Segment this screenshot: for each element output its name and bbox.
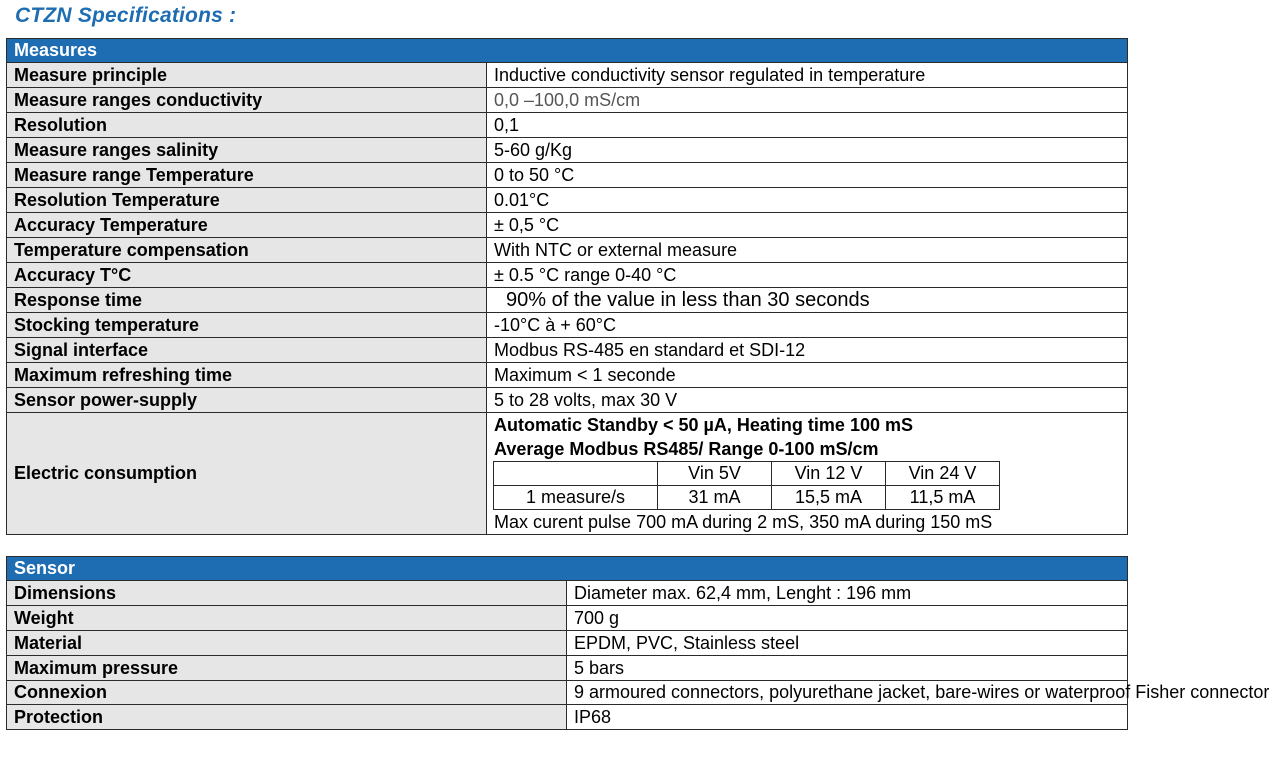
spec-value: Maximum < 1 seconde bbox=[487, 363, 1128, 388]
electric-pulse-line: Max curent pulse 700 mA during 2 mS, 350 mA during 150 mS bbox=[494, 512, 993, 532]
spec-row-temperature-resolution bbox=[7, 188, 1128, 213]
spec-value: Modbus RS-485 en standard et SDI-12 bbox=[487, 338, 1128, 363]
consumption-cell: 1 measure/s bbox=[494, 486, 658, 510]
consumption-header-row bbox=[494, 462, 1000, 486]
spec-row-weight bbox=[7, 606, 1128, 631]
spec-label: Measure principle bbox=[7, 63, 487, 88]
spec-row-dimensions bbox=[7, 581, 1128, 606]
spec-value: Diameter max. 62,4 mm, Lenght : 196 mm bbox=[567, 581, 1128, 606]
spec-row-refreshing-time bbox=[7, 363, 1128, 388]
spec-label: Accuracy T°C bbox=[7, 263, 487, 288]
spec-value: 90% of the value in less than 30 seconds bbox=[506, 288, 870, 311]
spec-row-electric-consumption bbox=[7, 413, 1128, 535]
electric-consumption-value bbox=[487, 413, 1128, 535]
measures-table bbox=[6, 38, 1128, 535]
consumption-cell: 31 mA bbox=[658, 486, 772, 510]
spec-label: Resolution bbox=[7, 113, 487, 138]
consumption-data-row bbox=[494, 486, 1000, 510]
spec-value: EPDM, PVC, Stainless steel bbox=[567, 631, 1128, 656]
spec-label: Resolution Temperature bbox=[7, 188, 487, 213]
spec-row-resolution bbox=[7, 113, 1128, 138]
spec-value: 9 armoured connectors, polyurethane jacket, bare-wires or waterproof Fisher connector bbox=[567, 681, 1128, 705]
consumption-cell: 15,5 mA bbox=[772, 486, 886, 510]
spec-row-connexion bbox=[7, 681, 1128, 705]
electric-standby-line: Automatic Standby < 50 µA, Heating time 100 mS bbox=[494, 415, 913, 435]
consumption-cell: 11,5 mA bbox=[886, 486, 1000, 510]
spec-label: Material bbox=[7, 631, 567, 656]
page-title: CTZN Specifications : bbox=[15, 4, 237, 27]
spec-value: ± 0.5 °C range 0-40 °C bbox=[487, 263, 1128, 288]
spec-row-power-supply bbox=[7, 388, 1128, 413]
spec-value: Inductive conductivity sensor regulated in temperature bbox=[487, 63, 1128, 88]
spec-value: IP68 bbox=[567, 705, 1128, 730]
measures-header: Measures bbox=[7, 39, 1128, 63]
electric-average-line: Average Modbus RS485/ Range 0-100 mS/cm bbox=[494, 439, 879, 459]
spec-value: 0,0 –100,0 mS/cm bbox=[487, 88, 1128, 113]
spec-label: Accuracy Temperature bbox=[7, 213, 487, 238]
spec-row-protection bbox=[7, 705, 1128, 730]
spec-value: 5-60 g/Kg bbox=[487, 138, 1128, 163]
spec-value: ± 0,5 °C bbox=[487, 213, 1128, 238]
spec-label: Sensor power-supply bbox=[7, 388, 487, 413]
spec-label: Protection bbox=[7, 705, 567, 730]
spec-label: Measure ranges conductivity bbox=[7, 88, 487, 113]
spec-label: Dimensions bbox=[7, 581, 567, 606]
consumption-header-cell: Vin 5V bbox=[658, 462, 772, 486]
spec-label: Weight bbox=[7, 606, 567, 631]
sensor-header-row bbox=[7, 557, 1128, 581]
sensor-table bbox=[6, 556, 1269, 730]
consumption-header-cell bbox=[494, 462, 658, 486]
spec-row-accuracy-tc bbox=[7, 263, 1128, 288]
spec-value: 5 to 28 volts, max 30 V bbox=[487, 388, 1128, 413]
spec-row-temperature-range bbox=[7, 163, 1128, 188]
spec-label: Connexion bbox=[7, 681, 567, 705]
measures-header-row bbox=[7, 39, 1128, 63]
spec-value: 0 to 50 °C bbox=[487, 163, 1128, 188]
spec-label: Maximum pressure bbox=[7, 656, 567, 681]
spec-label: Response time bbox=[7, 288, 487, 313]
spec-row-stocking-temperature bbox=[7, 313, 1128, 338]
sensor-header: Sensor bbox=[7, 557, 1128, 581]
spec-label: Measure range Temperature bbox=[7, 163, 487, 188]
spec-value-cell bbox=[487, 288, 1128, 313]
spec-row-material bbox=[7, 631, 1128, 656]
spec-label: Electric consumption bbox=[7, 413, 487, 535]
spec-label: Signal interface bbox=[7, 338, 487, 363]
spec-row-measure-principle bbox=[7, 63, 1128, 88]
spec-value: 5 bars bbox=[567, 656, 1128, 681]
spec-value: With NTC or external measure bbox=[487, 238, 1128, 263]
spec-label: Measure ranges salinity bbox=[7, 138, 487, 163]
spec-value: 0.01°C bbox=[487, 188, 1128, 213]
consumption-header-cell: Vin 24 V bbox=[886, 462, 1000, 486]
spec-row-temperature-accuracy bbox=[7, 213, 1128, 238]
spec-value: 0,1 bbox=[487, 113, 1128, 138]
spec-row-conductivity-range bbox=[7, 88, 1128, 113]
spec-label: Temperature compensation bbox=[7, 238, 487, 263]
consumption-table bbox=[493, 461, 1000, 510]
spec-row-salinity-range bbox=[7, 138, 1128, 163]
spec-row-response-time bbox=[7, 288, 1128, 313]
spec-value: -10°C à + 60°C bbox=[487, 313, 1128, 338]
spec-value: 700 g bbox=[567, 606, 1128, 631]
spec-row-signal-interface bbox=[7, 338, 1128, 363]
spec-row-max-pressure bbox=[7, 656, 1128, 681]
spec-label: Maximum refreshing time bbox=[7, 363, 487, 388]
spec-row-temperature-compensation bbox=[7, 238, 1128, 263]
consumption-header-cell: Vin 12 V bbox=[772, 462, 886, 486]
spec-label: Stocking temperature bbox=[7, 313, 487, 338]
